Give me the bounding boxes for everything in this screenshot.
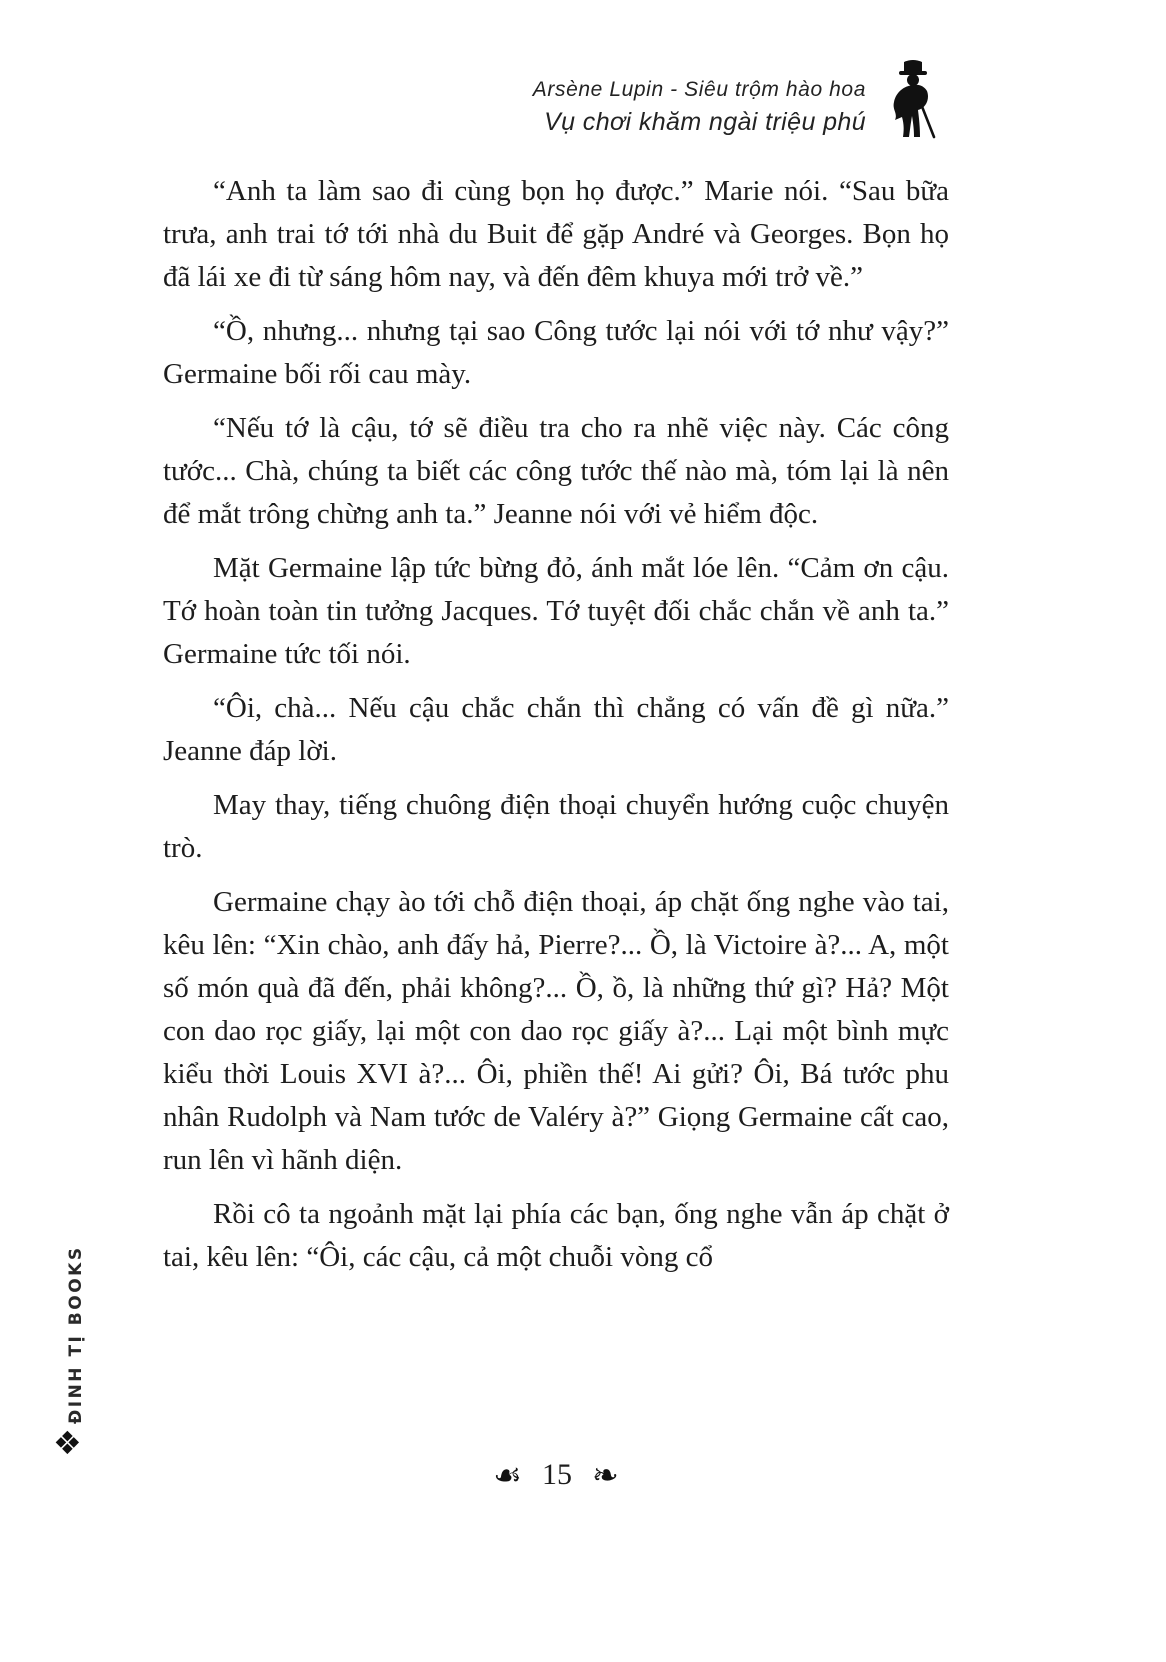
paragraph: May thay, tiếng chuông điện thoại chuyển hướng cuộc chuyện trò.: [163, 789, 949, 864]
page-header: [533, 78, 866, 137]
lupin-silhouette-icon: [882, 58, 944, 148]
page-footer: [163, 1458, 949, 1492]
paragraph: Rồi cô ta ngoảnh mặt lại phía các bạn, ống nghe vẫn áp chặt ở tai, kêu lên: “Ôi, các cậu, cả một chuỗi vòng cổ: [163, 1198, 949, 1273]
chapter-title: Vụ chơi khăm ngài triệu phú: [544, 108, 866, 136]
paragraph: Germaine chạy ào tới chỗ điện thoại, áp chặt ống nghe vào tai, kêu lên: “Xin chào, anh đấy hả, Pierre?... Ồ, là Victoire à?... A, một số món quà đã đến, phải không?... Ồ, ồ, là những thứ gì? Hả? Một con dao rọc giấy, lại một con dao rọc giấy à?... Lại một bình mực kiểu thời Louis XVI à?... Ôi, phiền thế! Ai gửi? Ôi, Bá tước phu nhân Rudolph và Nam tước de Valéry à?” Giọng Germaine cất cao, run lên vì hãnh diện.: [163, 886, 949, 1176]
publisher-logo-icon: ❖: [53, 1424, 82, 1462]
paragraph: Mặt Germaine lập tức bừng đỏ, ánh mắt lóe lên. “Cảm ơn cậu. Tớ hoàn toàn tin tưởng Jacques. Tớ tuyệt đối chắc chắn về anh ta.” Germaine tức tối nói.: [163, 552, 949, 670]
page-number: 15: [541, 1458, 572, 1491]
footer-ornament-left-icon: ☙: [493, 1456, 522, 1494]
paragraph: “Nếu tớ là cậu, tớ sẽ điều tra cho ra nhẽ việc này. Các công tước... Chà, chúng ta biết các công tước thế nào mà, tóm lại là nên để mắt trông chừng anh ta.” Jeanne nói với vẻ hiểm độc.: [163, 412, 949, 530]
body-text: [163, 170, 949, 1279]
publisher-name: ĐINH TỊ BOOKS: [66, 1245, 86, 1424]
footer-ornament-right-icon: ❧: [591, 1456, 619, 1494]
paragraph: “Ồ, nhưng... nhưng tại sao Công tước lại nói với tớ như vậy?” Germaine bối rối cau mày.: [163, 315, 949, 390]
paragraph: “Ôi, chà... Nếu cậu chắc chắn thì chẳng có vấn đề gì nữa.” Jeanne đáp lời.: [163, 692, 949, 767]
book-title: Arsène Lupin - Siêu trộm hào hoa: [532, 78, 866, 101]
paragraph: “Anh ta làm sao đi cùng bọn họ được.” Marie nói. “Sau bữa trưa, anh trai tớ tới nhà du Buit để gặp André và Georges. Bọn họ đã lái xe đi từ sáng hôm nay, và đến đêm khuya mới trở về.”: [163, 175, 949, 293]
